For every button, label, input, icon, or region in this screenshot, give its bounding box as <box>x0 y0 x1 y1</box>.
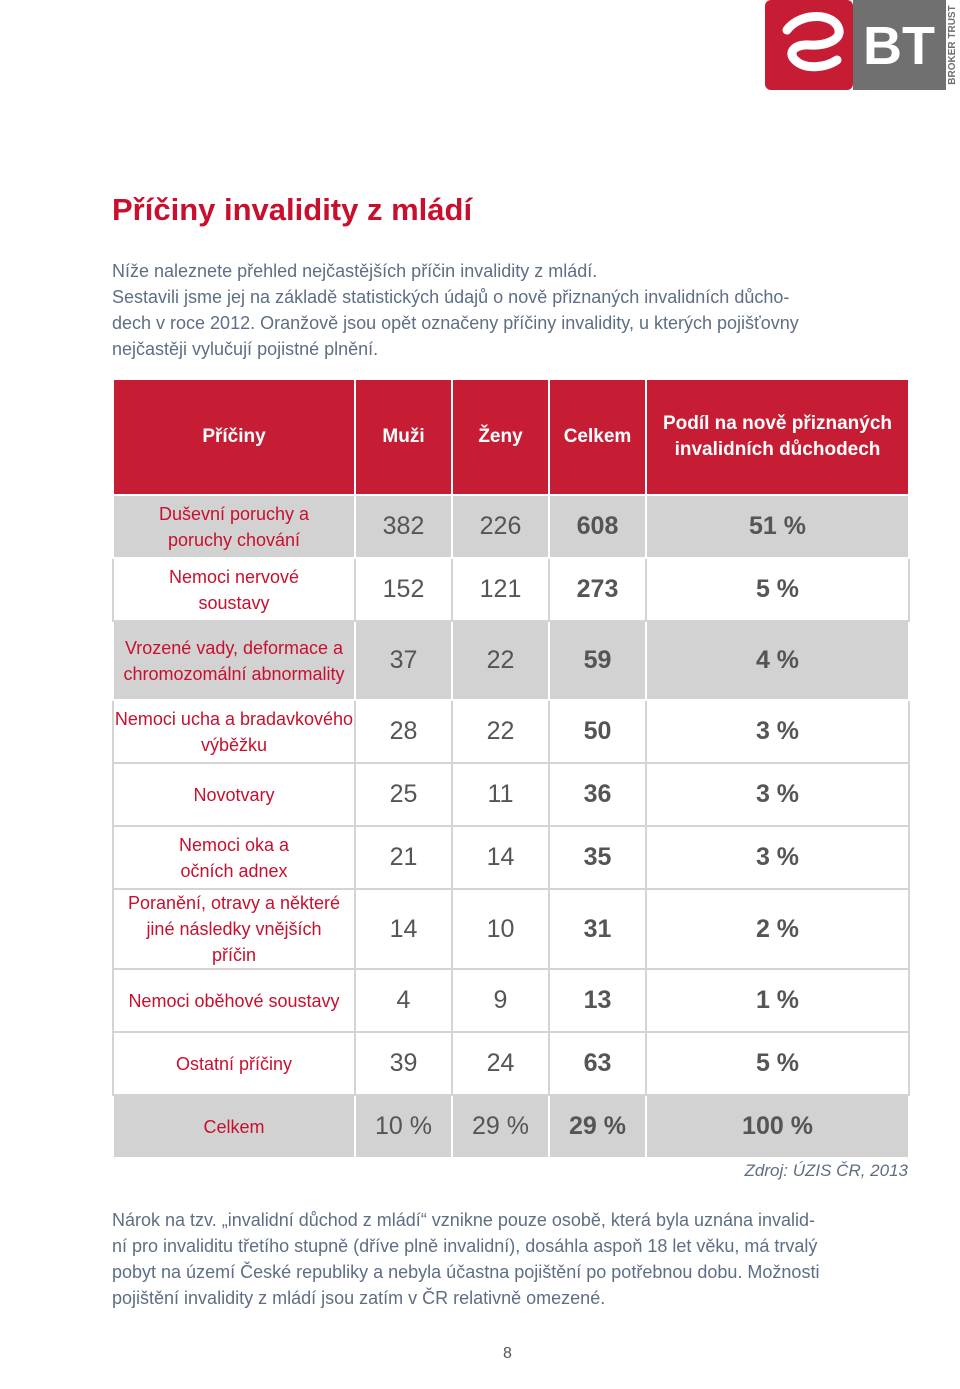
women-cell: 29 % <box>452 1095 549 1158</box>
share-cell: 100 % <box>646 1095 909 1158</box>
total-cell: 13 <box>549 969 646 1032</box>
women-cell: 226 <box>452 495 549 558</box>
total-cell: 59 <box>549 621 646 700</box>
total-cell: 608 <box>549 495 646 558</box>
table-row <box>113 763 909 826</box>
intro-line: Níže naleznete přehled nejčastějších příčin invalidity z mládí. <box>112 261 598 281</box>
total-cell: 50 <box>549 700 646 763</box>
total-cell: 273 <box>549 558 646 621</box>
header-share: Podíl na nově přiznaných invalidních důchodech <box>646 379 909 495</box>
women-cell: 9 <box>452 969 549 1032</box>
cause-cell: Nemoci oka a očních adnex <box>113 826 355 889</box>
cause-cell: Ostatní příčiny <box>113 1032 355 1095</box>
table-row <box>113 1032 909 1095</box>
note-line: ní pro invaliditu třetího stupně (dříve plně invalidní), dosáhla aspoň 18 let věku, má trvalý <box>112 1236 818 1256</box>
cause-cell: Vrozené vady, deformace a chromozomální abnormality <box>113 621 355 700</box>
cause-cell: Celkem <box>113 1095 355 1158</box>
table-header-row <box>113 379 909 495</box>
men-cell: 152 <box>355 558 452 621</box>
total-cell: 36 <box>549 763 646 826</box>
men-cell: 4 <box>355 969 452 1032</box>
women-cell: 14 <box>452 826 549 889</box>
note-line: pojištění invalidity z mládí jsou zatím v ČR relativně omezené. <box>112 1288 606 1308</box>
table-row <box>113 969 909 1032</box>
note-line: Nárok na tzv. „invalidní důchod z mládí“ vznikne pouze osobě, která byla uznána invalid- <box>112 1210 816 1230</box>
share-cell: 5 % <box>646 1032 909 1095</box>
total-cell: 63 <box>549 1032 646 1095</box>
header-women: Ženy <box>452 379 549 495</box>
women-cell: 24 <box>452 1032 549 1095</box>
intro-line: nejčastěji vylučují pojistné plnění. <box>112 339 379 359</box>
men-cell: 382 <box>355 495 452 558</box>
men-cell: 25 <box>355 763 452 826</box>
table-row <box>113 889 909 969</box>
cause-cell: Nemoci nervové soustavy <box>113 558 355 621</box>
logo-text: BT <box>863 16 935 76</box>
page-number: 8 <box>503 1345 512 1362</box>
note-paragraph <box>112 1207 912 1311</box>
women-cell: 11 <box>452 763 549 826</box>
men-cell: 28 <box>355 700 452 763</box>
women-cell: 22 <box>452 621 549 700</box>
table-row <box>113 495 909 558</box>
total-cell: 31 <box>549 889 646 969</box>
women-cell: 121 <box>452 558 549 621</box>
share-cell: 51 % <box>646 495 909 558</box>
table-row <box>113 826 909 889</box>
intro-line: Sestavili jsme jej na základě statistických údajů o nově přiznaných invalidních důcho- <box>112 287 790 307</box>
share-cell: 3 % <box>646 763 909 826</box>
page-title: Příčiny invalidity z mládí <box>112 192 473 227</box>
women-cell: 10 <box>452 889 549 969</box>
table-row <box>113 558 909 621</box>
note-line: pobyt na území České republiky a nebyla účastna pojištění po potřebnou dobu. Možnosti <box>112 1262 820 1282</box>
intro-paragraph <box>112 258 912 362</box>
women-cell: 22 <box>452 700 549 763</box>
cause-cell: Novotvary <box>113 763 355 826</box>
cause-cell: Duševní poruchy a poruchy chování <box>113 495 355 558</box>
table-row <box>113 621 909 700</box>
table-row <box>113 700 909 763</box>
header-men: Muži <box>355 379 452 495</box>
header-causes: Příčiny <box>113 379 355 495</box>
share-cell: 5 % <box>646 558 909 621</box>
share-cell: 3 % <box>646 826 909 889</box>
causes-table <box>112 378 910 1159</box>
logo-side-text: BROKER TRUST <box>947 5 958 85</box>
men-cell: 10 % <box>355 1095 452 1158</box>
total-cell: 29 % <box>549 1095 646 1158</box>
table-row <box>113 1095 909 1158</box>
men-cell: 37 <box>355 621 452 700</box>
header-total: Celkem <box>549 379 646 495</box>
men-cell: 21 <box>355 826 452 889</box>
men-cell: 14 <box>355 889 452 969</box>
share-cell: 2 % <box>646 889 909 969</box>
cause-cell: Poranění, otravy a některé jiné následky vnějších příčin <box>113 889 355 969</box>
share-cell: 1 % <box>646 969 909 1032</box>
intro-line: dech v roce 2012. Oranžově jsou opět označeny příčiny invalidity, u kterých pojišťovny <box>112 313 799 333</box>
men-cell: 39 <box>355 1032 452 1095</box>
broker-trust-logo <box>765 0 960 90</box>
cause-cell: Nemoci oběhové soustavy <box>113 969 355 1032</box>
total-cell: 35 <box>549 826 646 889</box>
share-cell: 4 % <box>646 621 909 700</box>
cause-cell: Nemoci ucha a bradavkového výběžku <box>113 700 355 763</box>
source-note: Zdroj: ÚZIS ČR, 2013 <box>744 1161 908 1180</box>
share-cell: 3 % <box>646 700 909 763</box>
